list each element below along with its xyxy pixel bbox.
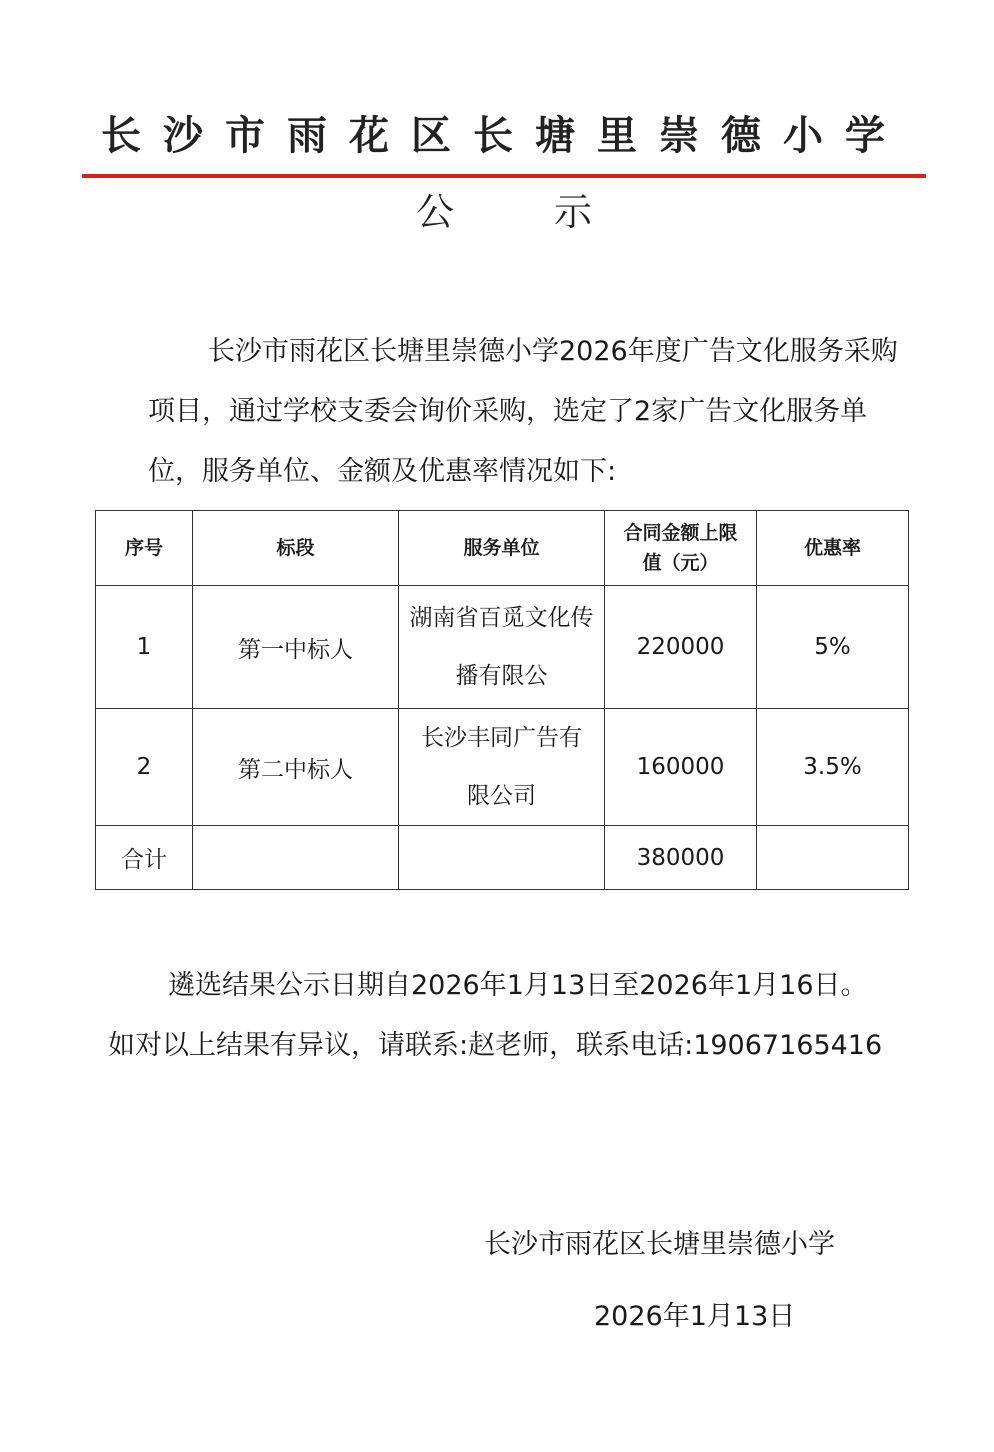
cell-total-section [193, 826, 399, 890]
cell-rate: 3.5% [757, 709, 909, 826]
cell-unit: 长沙丰同广告有限公司 [399, 709, 605, 826]
notice-title: 公示 [415, 190, 692, 234]
cell-total-unit [399, 826, 605, 890]
header-amount: 合同金额上限值（元） [605, 511, 757, 586]
school-name-header: 长沙市雨花区长塘里崇德小学 [101, 113, 907, 159]
red-divider-rule [82, 174, 926, 178]
closing-paragraph: 遴选结果公示日期自2026年1月13日至2026年1月16日。如对以上结果有异议，请联系:赵老师，联系电话:19067165416 [108, 970, 883, 1061]
cell-section: 第一中标人 [193, 586, 399, 709]
table-header-row [96, 511, 909, 586]
header-unit: 服务单位 [399, 511, 605, 586]
table-row [96, 709, 909, 826]
cell-section: 第二中标人 [193, 709, 399, 826]
cell-total-amount: 380000 [605, 826, 757, 890]
header-no: 序号 [96, 511, 193, 586]
cell-no: 2 [96, 709, 193, 826]
header-section: 标段 [193, 511, 399, 586]
cell-total-label: 合计 [96, 826, 193, 890]
table-total-row [96, 826, 909, 890]
header-rate: 优惠率 [757, 511, 909, 586]
table-row [96, 586, 909, 709]
signature-org: 长沙市雨花区长塘里崇德小学 [484, 1229, 835, 1260]
cell-total-rate [757, 826, 909, 890]
cell-unit: 湖南省百觅文化传播有限公 [399, 586, 605, 709]
intro-paragraph: 长沙市雨花区长塘里崇德小学2026年度广告文化服务采购项目，通过学校支委会询价采购，选定了2家广告文化服务单位，服务单位、金额及优惠率情况如下: [148, 336, 898, 487]
cell-amount: 220000 [605, 586, 757, 709]
signature-date: 2026年1月13日 [594, 1301, 796, 1332]
award-table [95, 510, 909, 890]
cell-rate: 5% [757, 586, 909, 709]
cell-amount: 160000 [605, 709, 757, 826]
cell-no: 1 [96, 586, 193, 709]
